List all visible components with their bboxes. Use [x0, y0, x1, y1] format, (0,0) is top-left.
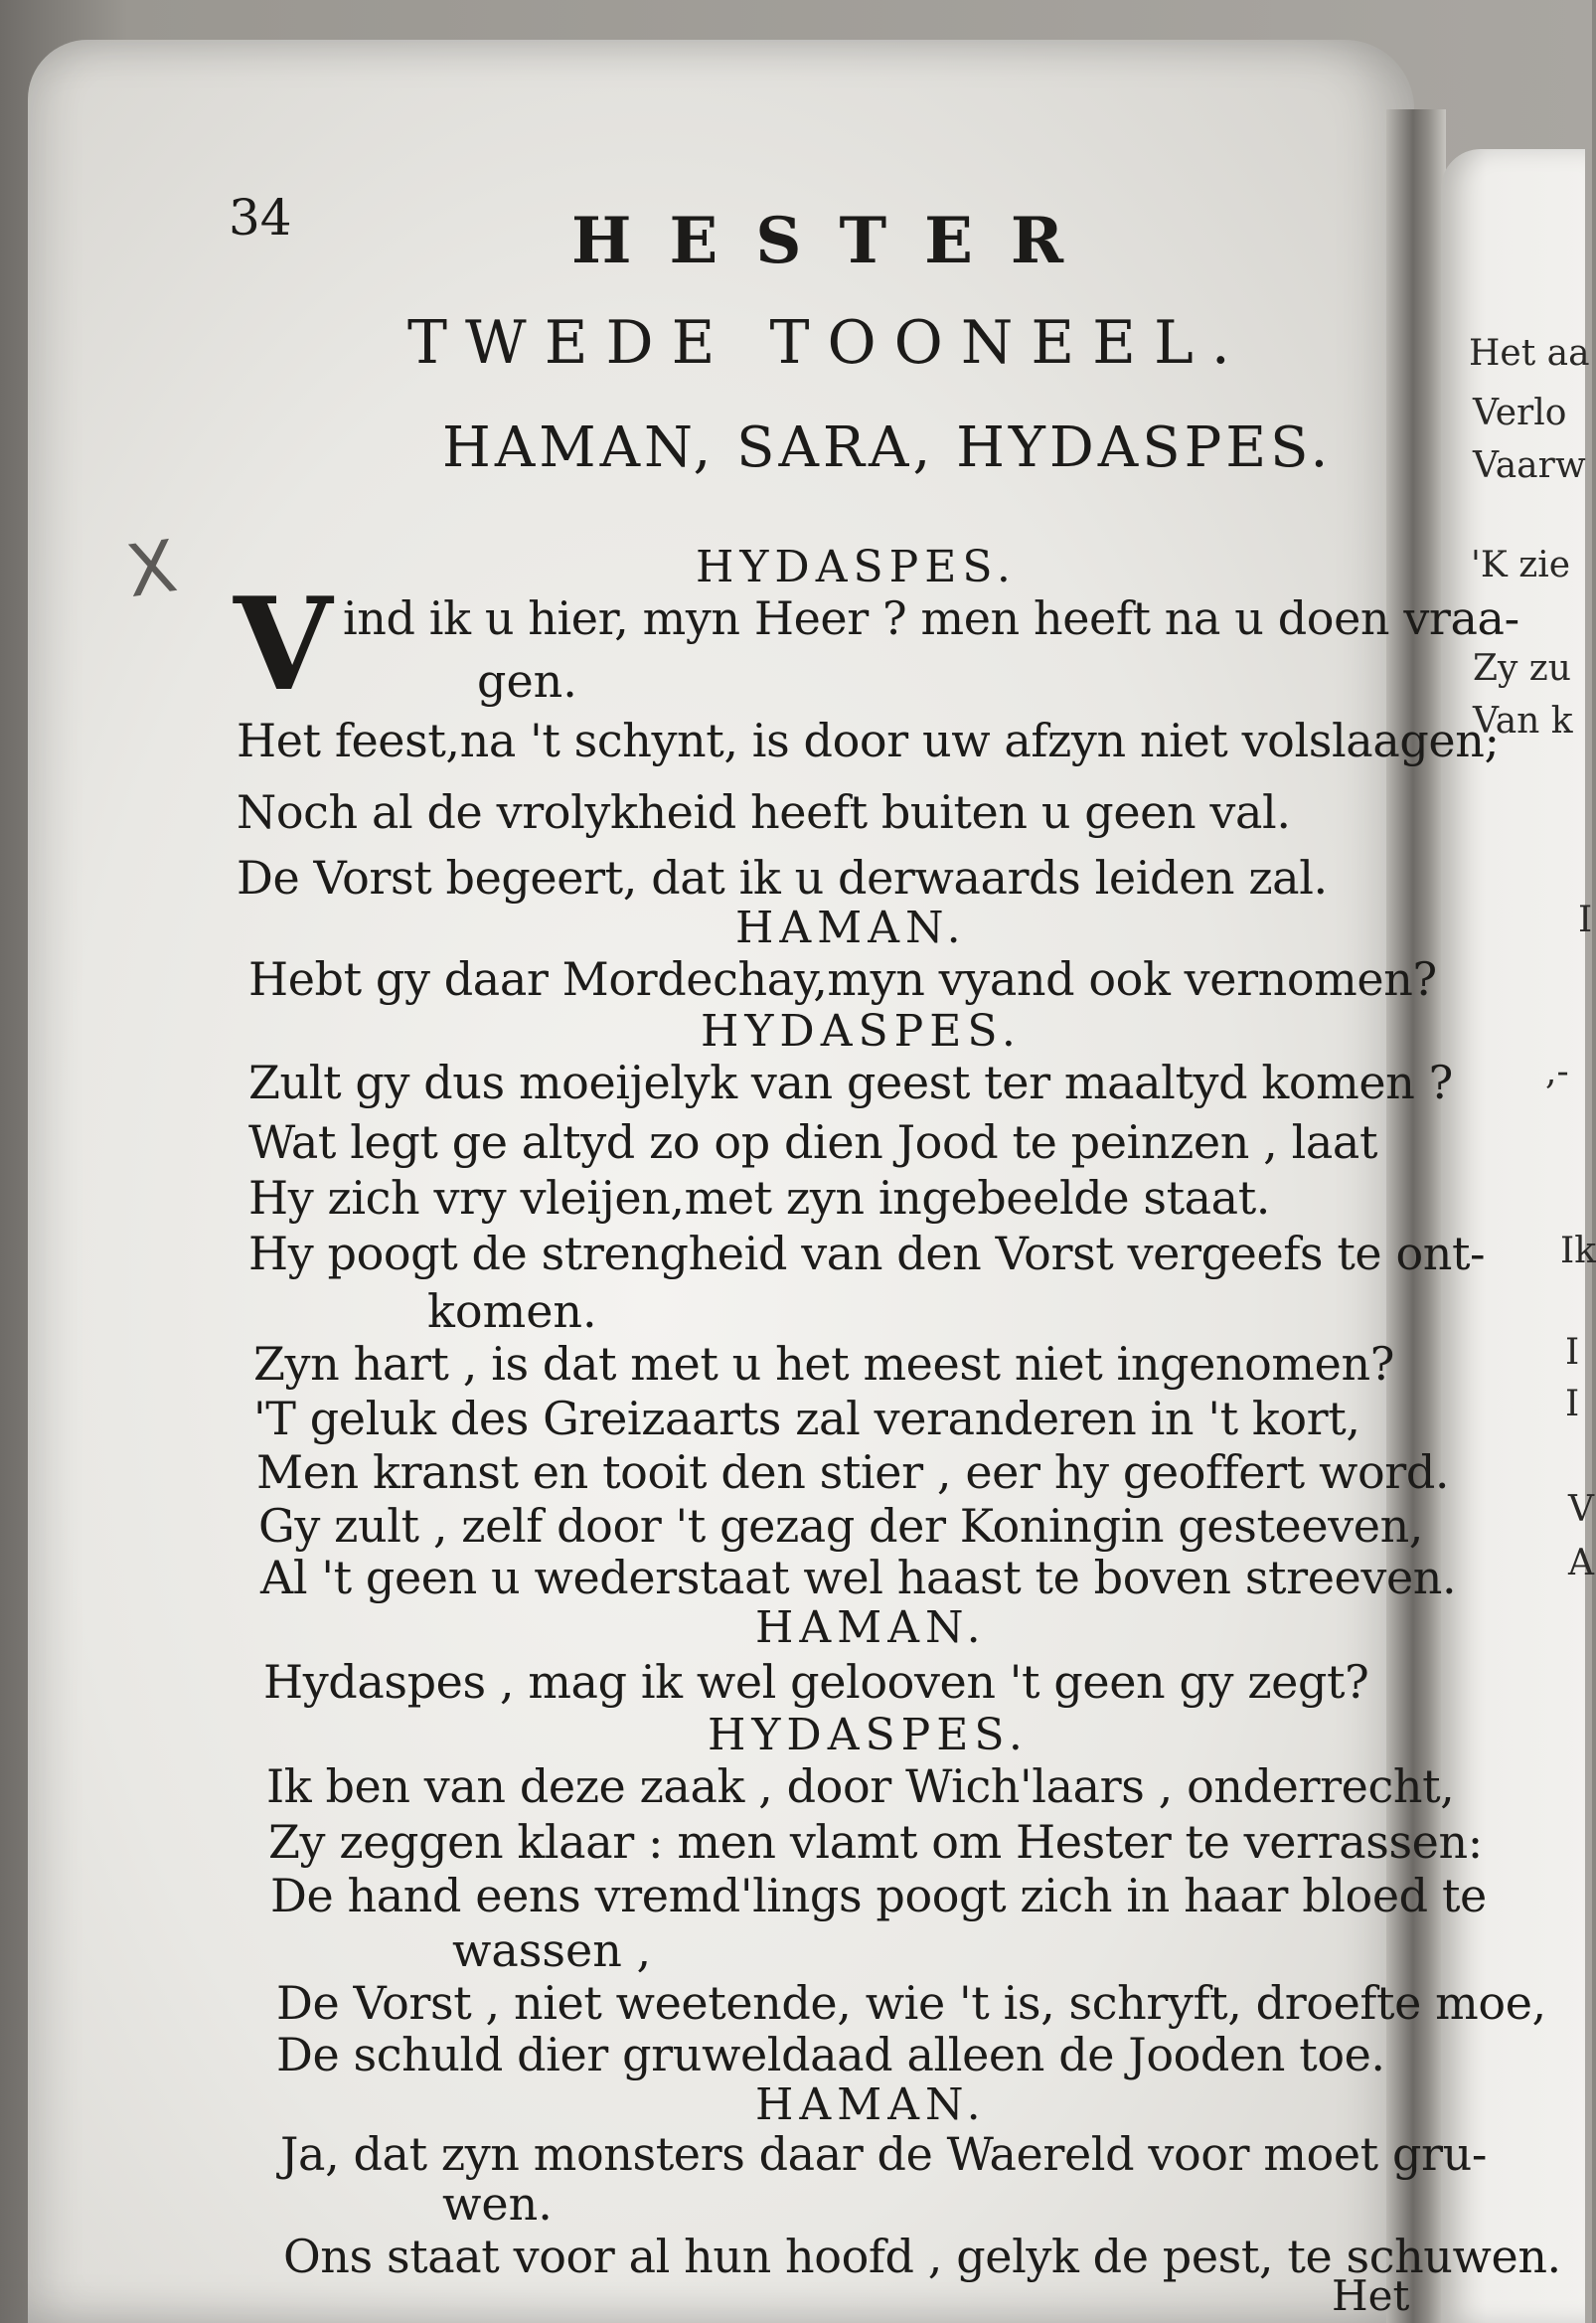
right-page-fragment: 'K zie — [1471, 545, 1571, 585]
verse-line: Ons staat voor al hun hoofd , gelyk de pest, te schuwen. — [283, 2230, 1561, 2283]
right-page-fragment: I — [1565, 1384, 1580, 1424]
right-page-fragment: I — [1565, 1332, 1580, 1373]
speaker-label: HYDASPES. — [696, 542, 1017, 592]
verse-line: De Vorst , niet weetende, wie 't is, schryft, droefte moe, — [276, 1976, 1546, 2030]
verse-line: Noch al de vrolykheid heeft buiten u geen val. — [237, 785, 1291, 839]
verse-line: De Vorst begeert, dat ik u derwaards leiden zal. — [237, 851, 1328, 905]
drop-initial: V — [234, 571, 333, 720]
speaker-label: HAMAN. — [735, 903, 967, 953]
verse-line: Hy poogt de strengheid van den Vorst vergeefs te ont- — [248, 1227, 1486, 1280]
right-page-fragment: Vaarw — [1473, 445, 1586, 486]
verse-line: Het feest,na 't schynt, is door uw afzyn niet volslaagen; — [237, 714, 1500, 767]
verse-line: Hydaspes , mag ik wel gelooven 't geen gy zegt? — [263, 1655, 1369, 1709]
verse-line-continuation: gen. — [477, 654, 577, 708]
verse-line: Hy zich vry vleijen,met zyn ingebeelde staat. — [248, 1171, 1271, 1225]
verse-line: Zult gy dus moeijelyk van geest ter maaltyd komen ? — [248, 1056, 1453, 1109]
verse-line: ind ik u hier, myn Heer ? men heeft na u doen vraa- — [343, 591, 1519, 645]
right-page-fragment: Ik — [1560, 1231, 1596, 1271]
catchword: Het — [1332, 2271, 1410, 2320]
verse-line-continuation: wen. — [442, 2177, 553, 2231]
verse-line: 'T geluk des Greizaarts zal veranderen in 't kort, — [253, 1392, 1360, 1445]
verse-line: De schuld dier gruweldaad alleen de Jooden toe. — [276, 2028, 1385, 2081]
right-page-fragment: I — [1578, 900, 1593, 940]
verse-line-continuation: komen. — [427, 1284, 597, 1338]
verse-line: Ja, dat zyn monsters daar de Waereld voor moet gru- — [280, 2127, 1487, 2181]
right-page-fragment: A — [1568, 1543, 1594, 1583]
verse-line: Hebt gy daar Mordechay,myn vyand ook vernomen? — [248, 952, 1437, 1006]
verse-line: De hand eens vremd'lings poogt zich in haar bloed te — [270, 1869, 1487, 1922]
verse-line: Ik ben van deze zaak , door Wich'laars , onderrecht, — [266, 1759, 1455, 1813]
verse-line-continuation: wassen , — [452, 1923, 652, 1977]
right-page-fragment: ,- — [1545, 1052, 1569, 1092]
pencil-margin-mark: X — [121, 523, 182, 614]
right-page-fragment: Het aa — [1469, 333, 1590, 374]
speaker-label: HYDASPES. — [708, 1710, 1029, 1760]
page-number: 34 — [229, 189, 292, 247]
running-head: HESTER — [571, 204, 1102, 278]
right-page-fragment: Zy zu — [1473, 648, 1571, 689]
speaker-label: HAMAN. — [755, 1602, 987, 1653]
verse-line: Men kranst en tooit den stier , eer hy geoffert word. — [256, 1445, 1450, 1499]
speaker-label: HAMAN. — [755, 2079, 987, 2130]
verse-line: Wat legt ge altyd zo op dien Jood te peinzen , laat — [248, 1115, 1378, 1169]
right-page-fragment: Verlo — [1473, 393, 1567, 433]
speaker-label: HYDASPES. — [701, 1006, 1022, 1057]
verse-line: Al 't geen u wederstaat wel haast te boven streeven. — [260, 1551, 1457, 1604]
scene-heading: TWEDE TOONEEL. — [407, 308, 1248, 378]
right-page-fragment: V — [1568, 1489, 1594, 1530]
right-page-fragment: Van k — [1473, 701, 1573, 742]
persons-list: HAMAN, SARA, HYDASPES. — [442, 415, 1333, 480]
verse-line: Zy zeggen klaar : men vlamt om Hester te verrassen: — [268, 1815, 1483, 1869]
verse-line: Gy zult , zelf door 't gezag der Koningin gesteeven, — [258, 1499, 1424, 1553]
verse-line: Zyn hart , is dat met u het meest niet ingenomen? — [253, 1337, 1394, 1391]
